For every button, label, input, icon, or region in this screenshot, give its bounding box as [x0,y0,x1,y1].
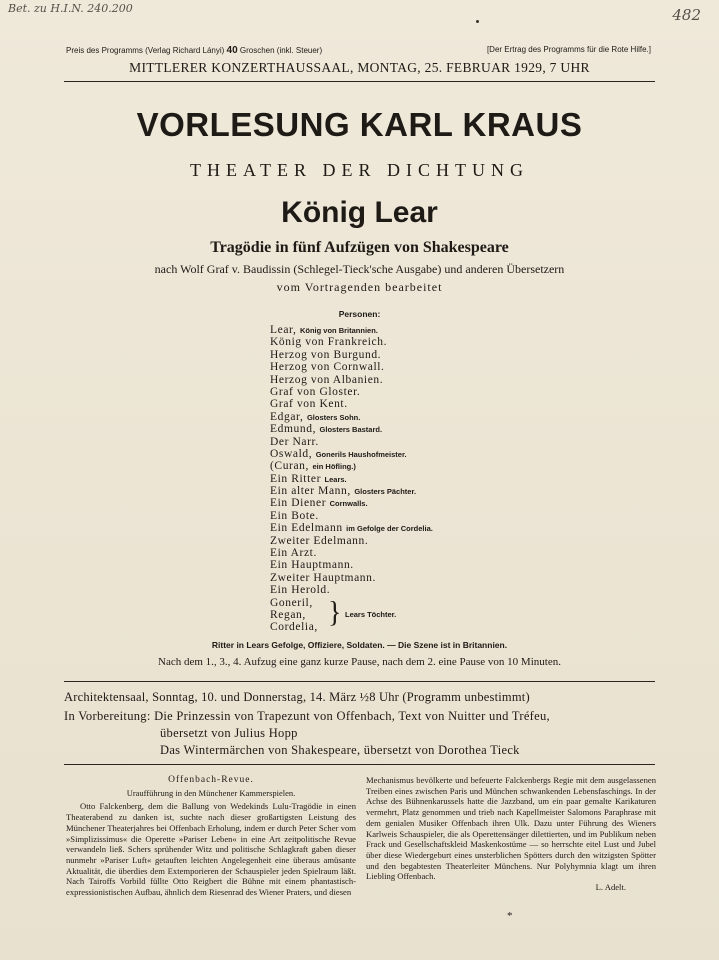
venue-line: MITTLERER KONZERTHAUSSAAL, MONTAG, 25. FEBRUAR 1929, 7 UHR [129,60,590,75]
review-text-right: Mechanismus bevölkerte und befeuerte Falckenbergs Regie mit dem ausgelassenen Treiben eines zwischen Paris und München schwankenden Lebensfaschings. In der Achse des Bühnenkarussels hatte die Jazzband, um ein paar gemalte Karikaturen vermehrt, Platz genommen und trieb nach Kapellmeister Salomons Paraphrase mit dem genialen Musiker Offenbach ihren Ulk. Dazu unter Führung des Wieners Karlweis Schauspieler, die als Operettensänger dilettierten, und im Publikum neben Frack und Gesellschaftskleid Maskenkostüme — so herrschte eitel Lust und Jubel über diese Wiedergeburt eines unsterblichen Spötters durch den witzigsten Spötter und den begabtesten Theaterleiter Münchens. Nur Polyhymnia klagt um ihren Liebling Offenbach. [366,775,656,882]
cast-row [270,398,433,410]
cast-footer: Ritter in Lears Gefolge, Offiziere, Soldaten. — Die Szene ist in Britannien. [211,640,508,650]
brace-symbol: } [328,596,342,629]
ink-dot [476,20,479,23]
cast-row [270,485,433,497]
role-name: Ein Edelmann [270,522,343,535]
price-currency: Groschen (inkl. Steuer) [239,46,323,55]
play-genre: Tragödie in fünf Aufzügen von Shakespeare [210,239,509,256]
role-description: Cornwalls. [329,499,368,509]
role-name: Oswald, [270,447,313,460]
role-description: Glosters Sohn. [306,412,361,422]
prep-item-2: Das Wintermärchen von Shakespeare, übersetzt von Dorothea Tieck [160,743,520,757]
prep-label: In Vorbereitung: [64,709,151,723]
cast-row [270,597,433,609]
asterisk-mark: * [507,910,513,922]
role-name: Graf von Gloster. [270,385,361,398]
cast-row [270,386,433,398]
role-name: Herzog von Albanien. [270,373,384,386]
play-title: König Lear [281,196,438,229]
role-name: Goneril, [270,596,313,609]
review-text-left: Otto Falckenberg, dem die Ballung von Wedekinds Lulu-Tragödie in einen Theaterabend zu danken ist, suchte nach dieser großartigsten Leistung des Münchener Theaterjahres bei Offenbach Erholung, indem er durch Peter Scher vom »Simplizissimus« die Operette »Pariser Leben« in eine Art zeitpolitische Revue verwandeln ließ. Schers sprühender Witz und politische Schlagkraft gaben dieser nunmehr »Pariser Luft« getauften leichten Angelegenheit eine überaus amüsante Aktualität, die überdies dem Extemporieren der Schauspieler jeden Spielraum läßt. Nach Tairoffs Vorbild füllte Otto Reigbert die Bühne mit einem phantastisch-expressionistischen Aufbau, ähnlich dem Riesenrad des Wiener Praters, und diesen [66,801,356,898]
review-heading: Offenbach-Revue. [168,775,254,785]
daughters-note: Lears Töchter. [345,610,397,619]
handwritten-reference: Bet. zu H.I.N. 240.200 [8,2,133,15]
cast-row [270,411,433,423]
review-right-column [366,775,656,893]
cast-list [270,324,433,634]
role-name: Herzog von Cornwall. [270,361,385,374]
cast-row [270,324,433,336]
role-description: Lears. [324,474,347,484]
role-description: Gonerils Haushofmeister. [315,449,407,459]
cast-row [270,522,433,534]
role-name: Zweiter Hauptmann. [270,571,376,584]
role-name: Ein Ritter [270,472,322,485]
role-name: Ein Bote. [270,509,319,522]
role-name: Zweiter Edelmann. [270,534,369,547]
role-name: Edgar, [270,410,304,423]
cast-row [270,621,433,633]
prep-item-1-translator: übersetzt von Julius Hopp [160,726,298,740]
cast-row [270,423,433,435]
role-name: Graf von Kent. [270,398,348,411]
cast-row [270,510,433,522]
role-name: Der Narr. [270,435,319,448]
cast-heading: Personen: [338,309,381,319]
cast-row [270,460,433,472]
role-description: Glosters Pächter. [354,487,417,497]
arranged-note: vom Vortragenden bearbeitet [276,280,443,294]
cast-row [270,349,433,361]
role-name: (Curan, [270,460,310,473]
cast-row [270,473,433,485]
cast-row [270,448,433,460]
review-left-column [66,775,356,898]
price-amount: 40 [226,45,238,56]
role-description: Glosters Bastard. [319,425,383,435]
prep-item-1: Die Prinzessin von Trapezunt von Offenbach, Text von Nuitter und Tréfeu, [154,709,550,723]
cast-row [270,572,433,584]
page-title: VORLESUNG KARL KRAUS [136,106,583,143]
role-description: im Gefolge der Cordelia. [346,524,433,534]
review-signature: L. Adelt. [595,882,626,893]
price-line [66,45,322,56]
cast-row [270,547,433,559]
cast-row [270,374,433,386]
handwritten-page-number: 482 [672,6,701,24]
role-name: Ein Hauptmann. [270,559,354,572]
price-text: Preis des Programms (Verlag Richard Lányi) [66,46,225,55]
cast-row [270,497,433,509]
role-description: ein Höfling.) [312,462,356,472]
role-name: König von Frankreich. [270,336,388,349]
pause-note: Nach dem 1., 3., 4. Aufzug eine ganz kurze Pause, nach dem 2. eine Pause von 10 Minuten. [158,656,561,668]
divider [64,681,655,682]
role-name: Herzog von Burgund. [270,348,382,361]
revenue-note: [Der Ertrag des Programms für die Rote Hilfe.] [486,45,651,54]
cast-row [270,535,433,547]
cast-row [270,361,433,373]
role-name: Ein Arzt. [270,547,317,560]
cast-row [270,584,433,596]
role-name: Ein alter Mann, [270,485,351,498]
role-description: König von Britannien. [299,326,378,335]
architektensaal-announcement: Architektensaal, Sonntag, 10. und Donnerstag, 14. März ½8 Uhr (Programm unbestimmt) [64,690,530,704]
role-name: Regan, [270,608,306,621]
divider [64,81,655,82]
role-name: Edmund, [270,423,317,436]
in-preparation [64,708,550,759]
role-name: Ein Herold. [270,584,331,597]
page-subtitle: THEATER DER DICHTUNG [190,160,529,180]
role-name: Lear, [270,324,297,336]
cast-row [270,336,433,348]
cast-row [270,559,433,571]
role-name: Ein Diener [270,497,327,510]
divider [64,764,655,765]
cast-row [270,436,433,448]
role-name: Cordelia, [270,621,318,634]
review-subheading: Uraufführung in den Münchener Kammerspielen. [126,787,296,798]
translation-source: nach Wolf Graf v. Baudissin (Schlegel-Tieck'sche Ausgabe) und anderen Übersetzern [154,262,565,276]
